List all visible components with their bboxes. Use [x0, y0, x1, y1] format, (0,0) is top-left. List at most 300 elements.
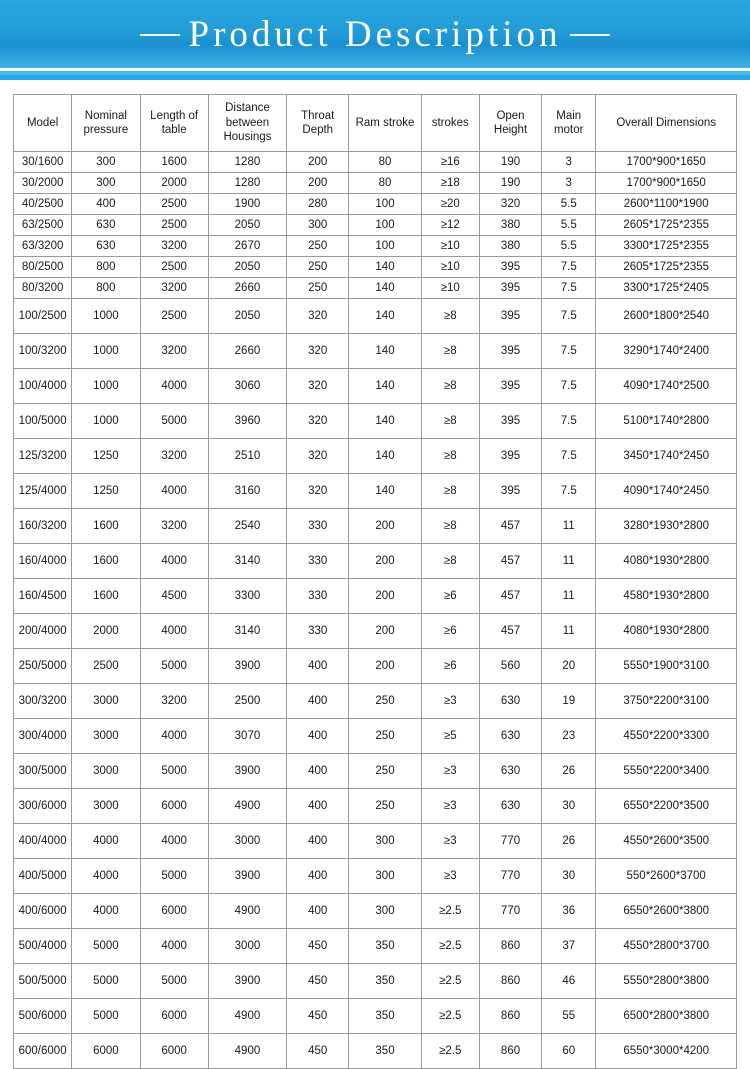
cell-model: 250/5000 [14, 649, 72, 684]
table-cell: ≥3 [421, 859, 479, 894]
table-cell: 630 [72, 215, 140, 236]
table-cell: 3900 [208, 754, 286, 789]
table-cell: 395 [479, 404, 541, 439]
table-cell: 2500 [140, 299, 208, 334]
cell-model: 125/4000 [14, 474, 72, 509]
table-cell: 140 [349, 474, 421, 509]
table-cell: 380 [479, 236, 541, 257]
table-cell: 1700*900*1650 [596, 173, 737, 194]
table-cell: 3200 [140, 334, 208, 369]
table-cell: 330 [287, 509, 349, 544]
table-cell: 1000 [72, 404, 140, 439]
table-cell: 3200 [140, 684, 208, 719]
cell-model: 300/5000 [14, 754, 72, 789]
table-cell: 630 [479, 754, 541, 789]
table-cell: 300 [72, 173, 140, 194]
table-cell: 140 [349, 278, 421, 299]
table-cell: 3000 [72, 719, 140, 754]
cell-model: 400/6000 [14, 894, 72, 929]
table-cell: 5.5 [542, 194, 596, 215]
table-cell: 7.5 [542, 404, 596, 439]
table-cell: 200 [287, 173, 349, 194]
table-cell: 5000 [72, 964, 140, 999]
table-cell: ≥5 [421, 719, 479, 754]
table-cell: 4000 [140, 719, 208, 754]
table-cell: 2500 [72, 649, 140, 684]
table-row [14, 649, 737, 684]
table-cell: 3300 [208, 579, 286, 614]
table-row [14, 894, 737, 929]
table-row [14, 439, 737, 474]
table-cell: 560 [479, 649, 541, 684]
table-cell: 5000 [72, 999, 140, 1034]
table-row [14, 684, 737, 719]
table-cell: 140 [349, 439, 421, 474]
table-cell: 2660 [208, 278, 286, 299]
table-cell: 7.5 [542, 439, 596, 474]
table-cell: 3200 [140, 236, 208, 257]
table-row [14, 824, 737, 859]
table-cell: 320 [479, 194, 541, 215]
table-cell: 1250 [72, 474, 140, 509]
table-cell: 140 [349, 257, 421, 278]
table-cell: 770 [479, 824, 541, 859]
table-cell: ≥8 [421, 474, 479, 509]
table-cell: ≥6 [421, 579, 479, 614]
table-cell: 5000 [140, 859, 208, 894]
table-cell: 1600 [72, 579, 140, 614]
column-header-open-height: Open Height [479, 95, 541, 152]
product-description-banner [0, 0, 750, 80]
table-cell: 3060 [208, 369, 286, 404]
cell-model: 500/6000 [14, 999, 72, 1034]
table-row [14, 474, 737, 509]
table-row [14, 194, 737, 215]
table-cell: ≥2.5 [421, 929, 479, 964]
table-row [14, 257, 737, 278]
table-cell: 7.5 [542, 369, 596, 404]
table-cell: 7.5 [542, 299, 596, 334]
column-header-strokes: strokes [421, 95, 479, 152]
column-header-model: Model [14, 95, 72, 152]
cell-model: 100/2500 [14, 299, 72, 334]
table-cell: 330 [287, 579, 349, 614]
table-cell: 140 [349, 404, 421, 439]
table-cell: 3200 [140, 278, 208, 299]
table-cell: 6000 [72, 1034, 140, 1069]
table-cell: 320 [287, 474, 349, 509]
cell-model: 40/2500 [14, 194, 72, 215]
table-cell: 395 [479, 439, 541, 474]
table-row [14, 754, 737, 789]
table-cell: 2050 [208, 299, 286, 334]
table-cell: 2540 [208, 509, 286, 544]
table-cell: 2050 [208, 257, 286, 278]
table-cell: 3900 [208, 964, 286, 999]
table-row [14, 509, 737, 544]
table-cell: 3000 [208, 929, 286, 964]
table-cell: 860 [479, 964, 541, 999]
table-cell: 300 [349, 894, 421, 929]
table-cell: 380 [479, 215, 541, 236]
table-row [14, 278, 737, 299]
table-cell: 100 [349, 236, 421, 257]
table-row [14, 334, 737, 369]
table-cell: 3000 [72, 684, 140, 719]
table-cell: 1000 [72, 334, 140, 369]
table-cell: 4000 [140, 614, 208, 649]
table-cell: 280 [287, 194, 349, 215]
table-cell: 140 [349, 299, 421, 334]
table-cell: ≥3 [421, 754, 479, 789]
table-cell: 400 [287, 649, 349, 684]
table-cell: 395 [479, 334, 541, 369]
cell-model: 80/2500 [14, 257, 72, 278]
table-cell: 320 [287, 404, 349, 439]
table-cell: 350 [349, 964, 421, 999]
table-cell: 450 [287, 964, 349, 999]
table-cell: 200 [349, 649, 421, 684]
table-cell: 3450*1740*2450 [596, 439, 737, 474]
table-cell: 330 [287, 544, 349, 579]
table-cell: 20 [542, 649, 596, 684]
cell-model: 63/3200 [14, 236, 72, 257]
table-cell: ≥8 [421, 509, 479, 544]
table-cell: 395 [479, 474, 541, 509]
table-cell: 450 [287, 999, 349, 1034]
table-cell: 2500 [140, 194, 208, 215]
table-cell: 3 [542, 152, 596, 173]
table-row [14, 719, 737, 754]
table-cell: 6550*2600*3800 [596, 894, 737, 929]
table-cell: 4000 [72, 859, 140, 894]
table-cell: 4080*1930*2800 [596, 614, 737, 649]
table-cell: 770 [479, 859, 541, 894]
table-cell: 46 [542, 964, 596, 999]
table-cell: 3900 [208, 649, 286, 684]
table-cell: 4090*1740*2500 [596, 369, 737, 404]
table-cell: 800 [72, 278, 140, 299]
table-cell: 630 [479, 789, 541, 824]
table-cell: 2500 [208, 684, 286, 719]
table-cell: 30 [542, 789, 596, 824]
cell-model: 160/4000 [14, 544, 72, 579]
table-cell: 140 [349, 369, 421, 404]
table-cell: 200 [349, 614, 421, 649]
table-cell: 320 [287, 369, 349, 404]
table-row [14, 859, 737, 894]
table-cell: ≥10 [421, 278, 479, 299]
table-cell: 1000 [72, 369, 140, 404]
table-cell: 80 [349, 152, 421, 173]
table-cell: 7.5 [542, 474, 596, 509]
table-cell: 200 [287, 152, 349, 173]
table-cell: 2605*1725*2355 [596, 215, 737, 236]
table-cell: 6550*2200*3500 [596, 789, 737, 824]
table-cell: ≥20 [421, 194, 479, 215]
table-cell: 3000 [72, 789, 140, 824]
table-cell: 4500 [140, 579, 208, 614]
column-header-length-of-table: Length of table [140, 95, 208, 152]
table-cell: ≥3 [421, 789, 479, 824]
table-cell: 800 [72, 257, 140, 278]
table-cell: 457 [479, 544, 541, 579]
table-cell: 3 [542, 173, 596, 194]
table-cell: 395 [479, 369, 541, 404]
table-cell: 300 [349, 824, 421, 859]
table-cell: 4900 [208, 894, 286, 929]
table-row [14, 1034, 737, 1069]
table-row [14, 404, 737, 439]
table-cell: 1000 [72, 299, 140, 334]
table-cell: 350 [349, 999, 421, 1034]
table-cell: 4000 [72, 824, 140, 859]
table-cell: 1600 [140, 152, 208, 173]
table-cell: 4000 [140, 369, 208, 404]
table-cell: 400 [72, 194, 140, 215]
table-cell: 3300*1725*2405 [596, 278, 737, 299]
table-cell: 250 [287, 278, 349, 299]
table-cell: 250 [349, 789, 421, 824]
table-row [14, 929, 737, 964]
table-cell: 2050 [208, 215, 286, 236]
table-cell: 400 [287, 789, 349, 824]
table-cell: 860 [479, 999, 541, 1034]
table-cell: 457 [479, 614, 541, 649]
table-cell: ≥8 [421, 439, 479, 474]
cell-model: 100/4000 [14, 369, 72, 404]
page-title: Product Description [188, 13, 562, 55]
table-cell: 395 [479, 257, 541, 278]
column-header-throat-depth: Throat Depth [287, 95, 349, 152]
table-cell: 400 [287, 894, 349, 929]
cell-model: 100/3200 [14, 334, 72, 369]
cell-model: 300/6000 [14, 789, 72, 824]
table-cell: 350 [349, 1034, 421, 1069]
table-cell: 395 [479, 278, 541, 299]
cell-model: 160/4500 [14, 579, 72, 614]
table-cell: 26 [542, 754, 596, 789]
table-cell: 5000 [140, 649, 208, 684]
table-cell: 2500 [140, 215, 208, 236]
table-cell: 6500*2800*3800 [596, 999, 737, 1034]
cell-model: 160/3200 [14, 509, 72, 544]
table-cell: 6000 [140, 789, 208, 824]
table-cell: 5550*2800*3800 [596, 964, 737, 999]
table-row [14, 173, 737, 194]
table-cell: 2670 [208, 236, 286, 257]
table-row [14, 369, 737, 404]
table-cell: 3200 [140, 509, 208, 544]
table-cell: 5.5 [542, 215, 596, 236]
table-cell: 4000 [72, 894, 140, 929]
table-cell: 320 [287, 439, 349, 474]
table-cell: 3070 [208, 719, 286, 754]
table-cell: 250 [349, 719, 421, 754]
table-cell: 350 [349, 929, 421, 964]
table-cell: 770 [479, 894, 541, 929]
table-cell: 400 [287, 684, 349, 719]
table-cell: 630 [72, 236, 140, 257]
table-cell: 200 [349, 579, 421, 614]
table-cell: 4900 [208, 789, 286, 824]
table-cell: 5550*2200*3400 [596, 754, 737, 789]
table-cell: 400 [287, 859, 349, 894]
table-cell: 320 [287, 334, 349, 369]
table-cell: ≥3 [421, 824, 479, 859]
cell-model: 500/5000 [14, 964, 72, 999]
table-cell: 4580*1930*2800 [596, 579, 737, 614]
table-cell: 2660 [208, 334, 286, 369]
table-cell: 80 [349, 173, 421, 194]
table-cell: 200 [349, 509, 421, 544]
table-cell: 200 [349, 544, 421, 579]
table-cell: 19 [542, 684, 596, 719]
table-cell: 36 [542, 894, 596, 929]
table-cell: 2000 [72, 614, 140, 649]
column-header-distance-between-housings: Distance between Housings [208, 95, 286, 152]
table-cell: 4900 [208, 999, 286, 1034]
table-cell: 457 [479, 579, 541, 614]
table-cell: 100 [349, 194, 421, 215]
table-cell: ≥18 [421, 173, 479, 194]
table-cell: 30 [542, 859, 596, 894]
table-cell: ≥8 [421, 544, 479, 579]
table-cell: ≥2.5 [421, 1034, 479, 1069]
table-cell: 3000 [208, 824, 286, 859]
table-cell: 3280*1930*2800 [596, 509, 737, 544]
table-cell: 1280 [208, 173, 286, 194]
table-cell: 3900 [208, 859, 286, 894]
table-cell: 300 [349, 859, 421, 894]
banner-stripe-white [0, 68, 750, 71]
table-cell: ≥2.5 [421, 964, 479, 999]
table-cell: 400 [287, 754, 349, 789]
table-cell: 5000 [140, 964, 208, 999]
table-cell: 630 [479, 719, 541, 754]
table-cell: 37 [542, 929, 596, 964]
table-cell: 5100*1740*2800 [596, 404, 737, 439]
table-cell: 630 [479, 684, 541, 719]
table-cell: 3200 [140, 439, 208, 474]
table-cell: 457 [479, 509, 541, 544]
table-cell: ≥2.5 [421, 894, 479, 929]
table-cell: 1600 [72, 509, 140, 544]
cell-model: 125/3200 [14, 439, 72, 474]
table-cell: 3140 [208, 614, 286, 649]
table-cell: 4080*1930*2800 [596, 544, 737, 579]
banner-stripe-blue [0, 75, 750, 80]
table-cell: 6550*3000*4200 [596, 1034, 737, 1069]
table-cell: 7.5 [542, 257, 596, 278]
cell-model: 100/5000 [14, 404, 72, 439]
table-cell: ≥10 [421, 236, 479, 257]
cell-model: 600/6000 [14, 1034, 72, 1069]
cell-model: 300/4000 [14, 719, 72, 754]
table-cell: 250 [349, 684, 421, 719]
table-cell: 400 [287, 719, 349, 754]
table-cell: 2000 [140, 173, 208, 194]
table-cell: 1250 [72, 439, 140, 474]
table-cell: 3000 [72, 754, 140, 789]
table-cell: 140 [349, 334, 421, 369]
table-cell: 4550*2600*3500 [596, 824, 737, 859]
table-row [14, 152, 737, 173]
cell-model: 30/2000 [14, 173, 72, 194]
table-cell: 1600 [72, 544, 140, 579]
cell-model: 30/1600 [14, 152, 72, 173]
cell-model: 500/4000 [14, 929, 72, 964]
table-cell: 11 [542, 579, 596, 614]
table-cell: 250 [349, 754, 421, 789]
table-cell: 5000 [140, 754, 208, 789]
table-cell: 4000 [140, 824, 208, 859]
table-cell: 5000 [140, 404, 208, 439]
table-cell: 450 [287, 929, 349, 964]
table-cell: 400 [287, 824, 349, 859]
table-cell: 4550*2800*3700 [596, 929, 737, 964]
table-row [14, 236, 737, 257]
table-cell: 26 [542, 824, 596, 859]
column-header-overall-dimensions: Overall Dimensions [596, 95, 737, 152]
table-cell: 1280 [208, 152, 286, 173]
table-cell: 55 [542, 999, 596, 1034]
table-body [14, 152, 737, 1069]
table-cell: 4090*1740*2450 [596, 474, 737, 509]
table-cell: 250 [287, 236, 349, 257]
table-row [14, 999, 737, 1034]
table-cell: 3290*1740*2400 [596, 334, 737, 369]
banner-content [0, 0, 750, 68]
table-cell: 11 [542, 544, 596, 579]
cell-model: 300/3200 [14, 684, 72, 719]
table-cell: ≥8 [421, 334, 479, 369]
cell-model: 63/2500 [14, 215, 72, 236]
table-cell: 330 [287, 614, 349, 649]
table-cell: 250 [287, 257, 349, 278]
table-cell: ≥12 [421, 215, 479, 236]
table-cell: 4550*2200*3300 [596, 719, 737, 754]
table-cell: 11 [542, 509, 596, 544]
table-cell: 550*2600*3700 [596, 859, 737, 894]
table-cell: ≥6 [421, 614, 479, 649]
table-cell: 6000 [140, 999, 208, 1034]
table-cell: ≥2.5 [421, 999, 479, 1034]
table-cell: 1900 [208, 194, 286, 215]
table-cell: 5000 [72, 929, 140, 964]
table-cell: 3750*2200*3100 [596, 684, 737, 719]
table-cell: 450 [287, 1034, 349, 1069]
table-row [14, 299, 737, 334]
table-cell: 3300*1725*2355 [596, 236, 737, 257]
table-cell: ≥6 [421, 649, 479, 684]
table-cell: 300 [72, 152, 140, 173]
table-cell: 100 [349, 215, 421, 236]
table-cell: 395 [479, 299, 541, 334]
table-cell: 3160 [208, 474, 286, 509]
table-cell: 11 [542, 614, 596, 649]
table-cell: ≥10 [421, 257, 479, 278]
table-cell: 860 [479, 929, 541, 964]
cell-model: 400/5000 [14, 859, 72, 894]
cell-model: 400/4000 [14, 824, 72, 859]
table-row [14, 614, 737, 649]
table-cell: 860 [479, 1034, 541, 1069]
table-cell: 3960 [208, 404, 286, 439]
specification-table-container [0, 80, 750, 1069]
table-cell: 2600*1100*1900 [596, 194, 737, 215]
table-cell: 6000 [140, 1034, 208, 1069]
